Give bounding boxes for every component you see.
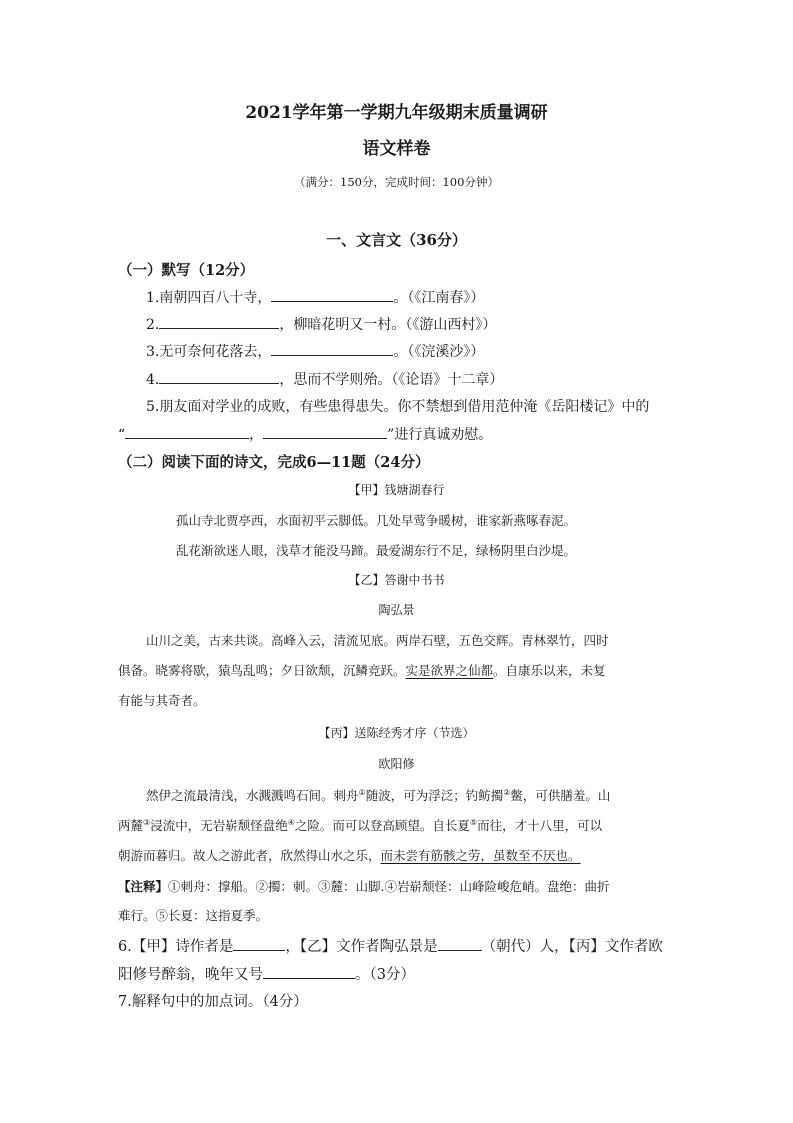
- text-bing-title: 【丙】送陈经秀才序（节选）: [318, 726, 475, 740]
- text-bing-line2-d: 而往，才十八里，可以: [477, 818, 603, 833]
- notes-line2: 难行。⑤长夏：这指夏季。: [118, 908, 269, 923]
- page-subtitle: 语文样卷: [362, 139, 431, 159]
- note-ref-5: ⑤: [469, 817, 478, 827]
- question-6-text-a: 6.【甲】诗作者是: [118, 939, 234, 955]
- quote-comma: ，: [249, 427, 264, 443]
- question-4: [146, 369, 503, 389]
- text-bing-author: 欧阳修: [378, 757, 415, 771]
- page-title: 2021学年第一学期九年级期末质量调研: [245, 103, 548, 123]
- text-bing-line2-b: 浸流中，无岩崭颓怪盘绝: [150, 818, 288, 833]
- question-2: [146, 314, 496, 334]
- text-bing-line2-a: 两麓: [118, 818, 144, 833]
- underlined-sentence-yi: 实是欲界之仙都: [405, 663, 494, 678]
- notes-label: 【注释】: [118, 879, 169, 894]
- question-7: 7.解释句中的加点词。（4分）: [118, 994, 308, 1010]
- question-3: [146, 341, 484, 361]
- question-1: [146, 287, 484, 307]
- text-yi-line2-b: 。自康乐以来，未复: [493, 663, 606, 678]
- question-6-text-c: （朝代）人，【丙】文作者欧: [481, 939, 663, 955]
- quote-open: “: [118, 427, 126, 443]
- note-ref-4: ④: [287, 817, 295, 827]
- answer-blank-3[interactable]: [271, 341, 393, 356]
- answer-blank-5b[interactable]: [263, 424, 387, 439]
- poem-jia-title: 【甲】钱塘湖春行: [348, 483, 445, 497]
- poem-jia-line2: 乱花渐欲迷人眼，浅草才能没马蹄。最爱湖东行不足，绿杨阴里白沙堤。: [176, 543, 577, 558]
- answer-blank-2[interactable]: [159, 314, 279, 329]
- note-ref-2: ②: [503, 787, 511, 797]
- text-yi-author: 陶弘景: [378, 603, 415, 617]
- question-6-text-d: 阳修号醉翁，晚年又号: [118, 967, 263, 983]
- answer-blank-4[interactable]: [159, 369, 279, 384]
- answer-blank-5a[interactable]: [125, 424, 249, 439]
- text-bing-line3-a: 朝游而暮归。故人之游此者，欣然得山水之乐，: [118, 848, 381, 863]
- text-bing-line1: [146, 786, 610, 804]
- quote-close-text: ”进行真诚劝慰。: [387, 427, 493, 443]
- question-1-source: 。（《江南春》）: [393, 290, 485, 306]
- question-2-text: ，柳暗花明又一村。（《游山西村》）: [279, 317, 497, 333]
- question-5-line1: 5.朋友面对学业的成败，有些患得患失。你不禁想到借用范仲淹《岳阳楼记》中的: [146, 399, 650, 415]
- answer-blank-6b[interactable]: [438, 936, 482, 951]
- text-yi-line2-a: 俱备。晓雾将歇，猿鸟乱鸣；夕日欲颓，沉鳞竞跃。: [118, 663, 406, 678]
- question-2-number: 2.: [146, 317, 160, 333]
- text-bing-line2: [118, 816, 602, 834]
- text-bing-line1-b: 随波，可为浮泛；钓鲂擉: [365, 788, 504, 803]
- question-3-text: 3.无可奈何花落去，: [146, 344, 272, 360]
- text-bing-line3: [118, 846, 581, 864]
- answer-blank-1[interactable]: [271, 287, 393, 302]
- notes-line1: [118, 877, 610, 895]
- text-bing-line1-c: 鳖，可供膳羞。山: [510, 788, 611, 803]
- text-bing-line2-c: 之险。而可以登高顾望。自长夏: [294, 818, 470, 833]
- underlined-sentence-bing: 而未尝有筋骸之劳，虽数至不厌也。: [380, 848, 581, 863]
- notes-text-1: ①刺舟：撑船。②擉：刺。③麓：山脚.④岩崭颓怪：山峰险峻危峭。盘绝：曲折: [168, 879, 610, 894]
- question-3-source: 。（《浣溪沙》）: [393, 344, 485, 360]
- question-6-text-b: ，【乙】文作者陶弘景是: [285, 939, 438, 955]
- question-1-text: 1.南朝四百八十寺，: [146, 290, 272, 306]
- note-ref-3: ③: [143, 817, 151, 827]
- answer-blank-6a[interactable]: [233, 936, 285, 951]
- note-ref-1: ①: [358, 787, 366, 797]
- answer-blank-6c[interactable]: [263, 964, 355, 979]
- question-6-line2: [118, 963, 415, 984]
- text-yi-line3: 有能与其奇者。: [118, 693, 206, 708]
- question-6-line1: [118, 935, 663, 956]
- part2-heading: （二）阅读下面的诗文，完成6—11题（24分）: [118, 454, 430, 471]
- question-4-number: 4.: [146, 372, 160, 388]
- question-6-score: 。（3分）: [355, 967, 415, 983]
- text-yi-line2: [118, 661, 606, 679]
- question-5-line2: [118, 424, 492, 444]
- question-4-text: ，思而不学则殆。（《论语》十二章）: [279, 372, 504, 388]
- exam-meta: （满分：150分，完成时间：100分钟）: [294, 175, 499, 189]
- poem-jia-line1: 孤山寺北贾亭西，水面初平云脚低。几处早莺争暖树，谁家新燕啄春泥。: [176, 513, 577, 528]
- text-yi-title: 【乙】答谢中书书: [348, 573, 445, 587]
- text-bing-line1-a: 然伊之流最清浅，水溅溅鸣石间。刺舟: [146, 788, 359, 803]
- text-yi-line1: 山川之美，古来共谈。高峰入云，清流见底。两岸石壁，五色交辉。青林翠竹，四时: [146, 633, 609, 648]
- part1-heading: （一）默写（12分）: [118, 262, 255, 279]
- section-heading: 一、文言文（36分）: [326, 231, 467, 249]
